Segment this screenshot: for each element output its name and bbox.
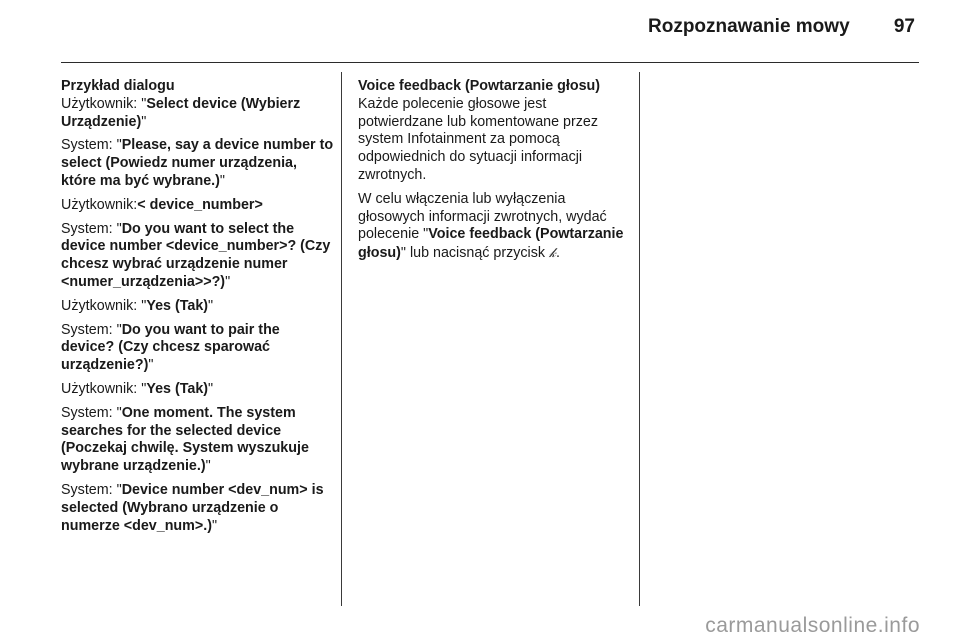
dialog-end-quote: " — [225, 273, 231, 290]
dialog-line — [61, 405, 335, 476]
dialog-example-title: Przykład dialogu — [61, 78, 175, 94]
dialog-speaker: Użytkownik: " — [61, 95, 147, 112]
column-divider-1 — [341, 72, 342, 606]
voice-feedback-title: Voice feedback (Powtarzanie głosu) — [358, 78, 601, 94]
dialog-line — [61, 381, 335, 399]
dialog-speaker: System: " — [61, 321, 122, 338]
para2-end: . — [555, 245, 560, 262]
column-divider-2 — [639, 72, 640, 606]
dialog-line — [61, 221, 335, 292]
dialog-utterance: Device number <dev_num> is selected (Wybrano urządzenie o numerze <dev_num>.) — [61, 481, 324, 534]
dialog-speaker: Użytkownik: — [61, 196, 138, 213]
voice-feedback-para2 — [358, 191, 626, 263]
para2-start: W celu włączenia lub wyłączenia głosowych informacji zwrotnych, wydać polecenie " — [358, 190, 607, 243]
voice-button-icon: 𝓀 — [549, 245, 556, 261]
dialog-utterance: Yes (Tak) — [146, 297, 209, 314]
para2-mid: " lub nacisnąć przycisk — [400, 245, 549, 262]
dialog-line — [61, 197, 335, 215]
header-rule — [61, 62, 919, 63]
dialog-line — [61, 482, 335, 535]
dialog-line — [61, 322, 335, 375]
watermark: carmanualsonline.info — [705, 614, 920, 637]
dialog-utterance: Select device (Wybierz Urządzenie) — [61, 95, 301, 130]
dialog-speaker: Użytkownik: " — [61, 380, 147, 397]
dialog-end-quote: " — [211, 517, 218, 534]
dialog-end-quote: " — [208, 297, 214, 314]
voice-feedback-para1: Każde polecenie głosowe jest potwierdzane lub komentowane przez system Infotainment za pomocą odpowiednich do sytuacji informacji zwrotnych. — [358, 95, 599, 183]
page-number: 97 — [893, 16, 915, 37]
dialog-utterance: Please, say a device number to select (Powiedz numer urządzenia, które ma być wybrane.) — [61, 137, 334, 189]
para2-bold: Voice feedback (Powtarzanie głosu) — [358, 226, 624, 262]
page-header-title: Rozpoznawanie mowy — [648, 16, 850, 37]
dialog-speaker: System: " — [61, 137, 122, 154]
dialog-utterance: One moment. The system searches for the selected device (Poczekaj chwilę. System wyszukuje wybrane urządzenie.) — [61, 404, 309, 475]
dialog-end-quote: " — [219, 172, 225, 189]
dialog-end-quote: " — [141, 113, 147, 130]
dialog-end-quote: " — [148, 357, 154, 374]
dialog-line — [61, 298, 335, 316]
dialog-lines — [61, 96, 335, 536]
dialog-utterance: Yes (Tak) — [146, 380, 209, 397]
dialog-speaker: System: " — [61, 481, 122, 498]
dialog-speaker: Użytkownik: " — [61, 297, 147, 314]
dialog-line — [61, 137, 335, 190]
dialog-line — [61, 96, 335, 132]
dialog-utterance: Do you want to select the device number <device_number>? (Czy chcesz wybrać urządzenie numer <numer_urządzenia>>?) — [61, 220, 331, 290]
dialog-speaker: System: " — [61, 404, 122, 421]
dialog-utterance: Do you want to pair the device? (Czy chcesz sparować urządzenie?) — [61, 321, 280, 374]
dialog-end-quote: " — [205, 458, 211, 475]
dialog-utterance: < device_number> — [137, 196, 263, 213]
dialog-end-quote: " — [208, 380, 214, 397]
dialog-speaker: System: " — [61, 220, 122, 237]
left-column — [61, 78, 335, 541]
middle-column — [358, 78, 626, 269]
